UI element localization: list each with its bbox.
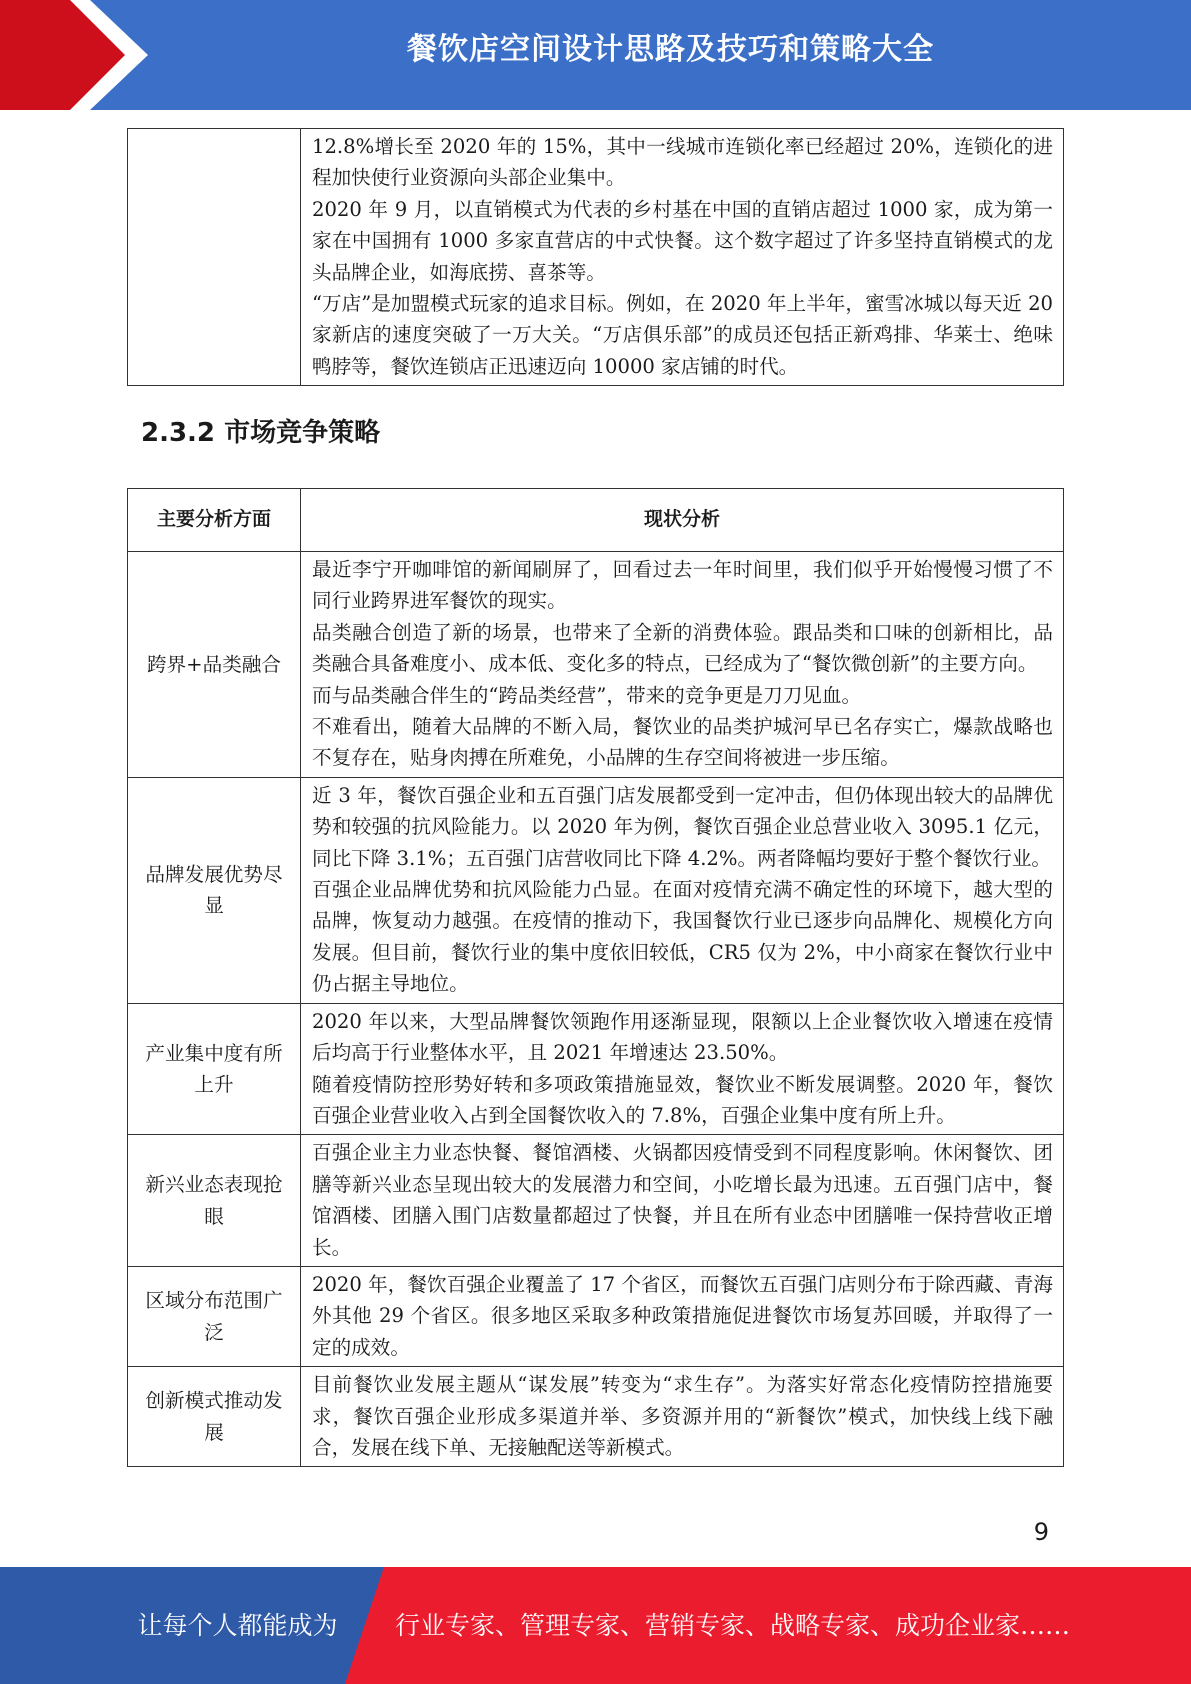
- table-row: [128, 777, 1064, 1003]
- paragraph: 而与品类融合伴生的“跨品类经营”，带来的竞争更是刀刀见血。: [312, 683, 862, 707]
- paragraph: 随着疫情防控形势好转和多项政策措施显效，餐饮业不断发展调整。2020 年，餐饮百强企业营业收入占到全国餐饮收入的 7.8%，百强企业集中度有所上升。: [312, 1072, 1053, 1127]
- paragraph: 12.8%增长至 2020 年的 15%，其中一线城市连锁化率已经超过 20%，连锁化的进程加快使行业资源向头部企业集中。: [312, 135, 1053, 190]
- column-header-aspect: 主要分析方面: [128, 489, 301, 552]
- page-header: [0, 0, 1191, 110]
- paragraph: 百强企业主力业态快餐、餐馆酒楼、火锅都因疫情受到不同程度影响。休闲餐饮、团膳等新兴业态呈现出较大的发展潜力和空间，小吃增长最为迅速。五百强门店中，餐馆酒楼、团膳入围门店数量都超过了快餐，并且在所有业态中团膳唯一保持营收正增长。: [312, 1141, 1053, 1259]
- aspect-cell: 产业集中度有所上升: [128, 1003, 301, 1135]
- continued-table: [127, 128, 1064, 386]
- paragraph: 近 3 年，餐饮百强企业和五百强门店发展都受到一定冲击，但仍体现出较大的品牌优势和较强的抗风险能力。以 2020 年为例，餐饮百强企业总营业收入 3095.1 亿元，同比下降 3.1%；五百强门店营收同比下降 4.2%。两者降幅均要好于整个餐饮行业。: [312, 783, 1053, 870]
- paragraph: 最近李宁开咖啡馆的新闻刷屏了，回看过去一年时间里，我们似乎开始慢慢习惯了不同行业跨界进军餐饮的现实。: [312, 558, 1053, 613]
- paragraph: 2020 年，餐饮百强企业覆盖了 17 个省区，而餐饮五百强门店则分布于除西藏、青海外其他 29 个省区。很多地区采取多种政策措施促进餐饮市场复苏回暖，并取得了一定的成效。: [312, 1272, 1053, 1359]
- analysis-cell: [301, 1266, 1064, 1366]
- analysis-cell: [301, 1135, 1064, 1267]
- paragraph: “万店”是加盟模式玩家的追求目标。例如，在 2020 年上半年，蜜雪冰城以每天近 20 家新店的速度突破了一万大关。“万店俱乐部”的成员还包括正新鸡排、华莱士、绝味鸭脖等，餐饮连锁店正迅速迈向 10000 家店铺的时代。: [312, 292, 1053, 378]
- section-heading: 2.3.2 市场竞争策略: [141, 418, 381, 448]
- paragraph: 品类融合创造了新的场景，也带来了全新的消费体验。跟品类和口味的创新相比，品类融合具备难度小、成本低、变化多的特点，已经成为了“餐饮微创新”的主要方向。: [312, 620, 1053, 676]
- table-row: [128, 552, 1064, 778]
- analysis-cell: [301, 1367, 1064, 1467]
- aspect-cell: 品牌发展优势尽显: [128, 777, 301, 1003]
- page-number: 9: [1033, 1518, 1049, 1546]
- table-row: [128, 1266, 1064, 1366]
- header-arrow-decoration: [0, 0, 150, 110]
- table-row: [128, 129, 1064, 386]
- footer-slogan-right: 行业专家、管理专家、营销专家、战略专家、成功企业家……: [395, 1611, 1071, 1640]
- table-header-row: [128, 489, 1064, 552]
- analysis-cell: [301, 129, 1064, 386]
- competition-strategy-table: [127, 488, 1064, 1467]
- analysis-cell: [301, 1003, 1064, 1135]
- paragraph: 2020 年 9 月，以直销模式为代表的乡村基在中国的直销店超过 1000 家，成为第一家在中国拥有 1000 多家直营店的中式快餐。这个数字超过了许多坚持直销模式的龙头品牌企业，如海底捞、喜茶等。: [312, 197, 1053, 284]
- paragraph: 百强企业品牌优势和抗风险能力凸显。在面对疫情充满不确定性的环境下，越大型的品牌，恢复动力越强。在疫情的推动下，我国餐饮行业已逐步向品牌化、规模化方向发展。但目前，餐饮行业的集中度依旧较低，CR5 仅为 2%，中小商家在餐饮行业中仍占据主导地位。: [312, 878, 1053, 996]
- table-row: [128, 1367, 1064, 1467]
- aspect-cell: 跨界+品类融合: [128, 552, 301, 778]
- paragraph: 2020 年以来，大型品牌餐饮领跑作用逐渐显现，限额以上企业餐饮收入增速在疫情后均高于行业整体水平，且 2021 年增速达 23.50%。: [312, 1009, 1053, 1065]
- aspect-cell: 创新模式推动发展: [128, 1367, 301, 1467]
- document-title: 餐饮店空间设计思路及技巧和策略大全: [407, 32, 934, 67]
- footer-slogan-left: 让每个人都能成为: [137, 1611, 338, 1640]
- aspect-cell-empty: [128, 129, 301, 386]
- aspect-cell: 区域分布范围广泛: [128, 1266, 301, 1366]
- analysis-cell: [301, 552, 1064, 778]
- analysis-cell: [301, 777, 1064, 1003]
- column-header-analysis: 现状分析: [301, 489, 1064, 552]
- paragraph: 目前餐饮业发展主题从“谋发展”转变为“求生存”。为落实好常态化疫情防控措施要求，餐饮百强企业形成多渠道并举、多资源并用的“新餐饮”模式，加快线上线下融合，发展在线下单、无接触配送等新模式。: [312, 1373, 1053, 1459]
- aspect-cell: 新兴业态表现抢眼: [128, 1135, 301, 1267]
- table-row: [128, 1003, 1064, 1135]
- table-row: [128, 1135, 1064, 1267]
- page-footer: [0, 1567, 1191, 1684]
- paragraph: 不难看出，随着大品牌的不断入局，餐饮业的品类护城河早已名存实亡，爆款战略也不复存在，贴身肉搏在所难免，小品牌的生存空间将被进一步压缩。: [312, 715, 1053, 770]
